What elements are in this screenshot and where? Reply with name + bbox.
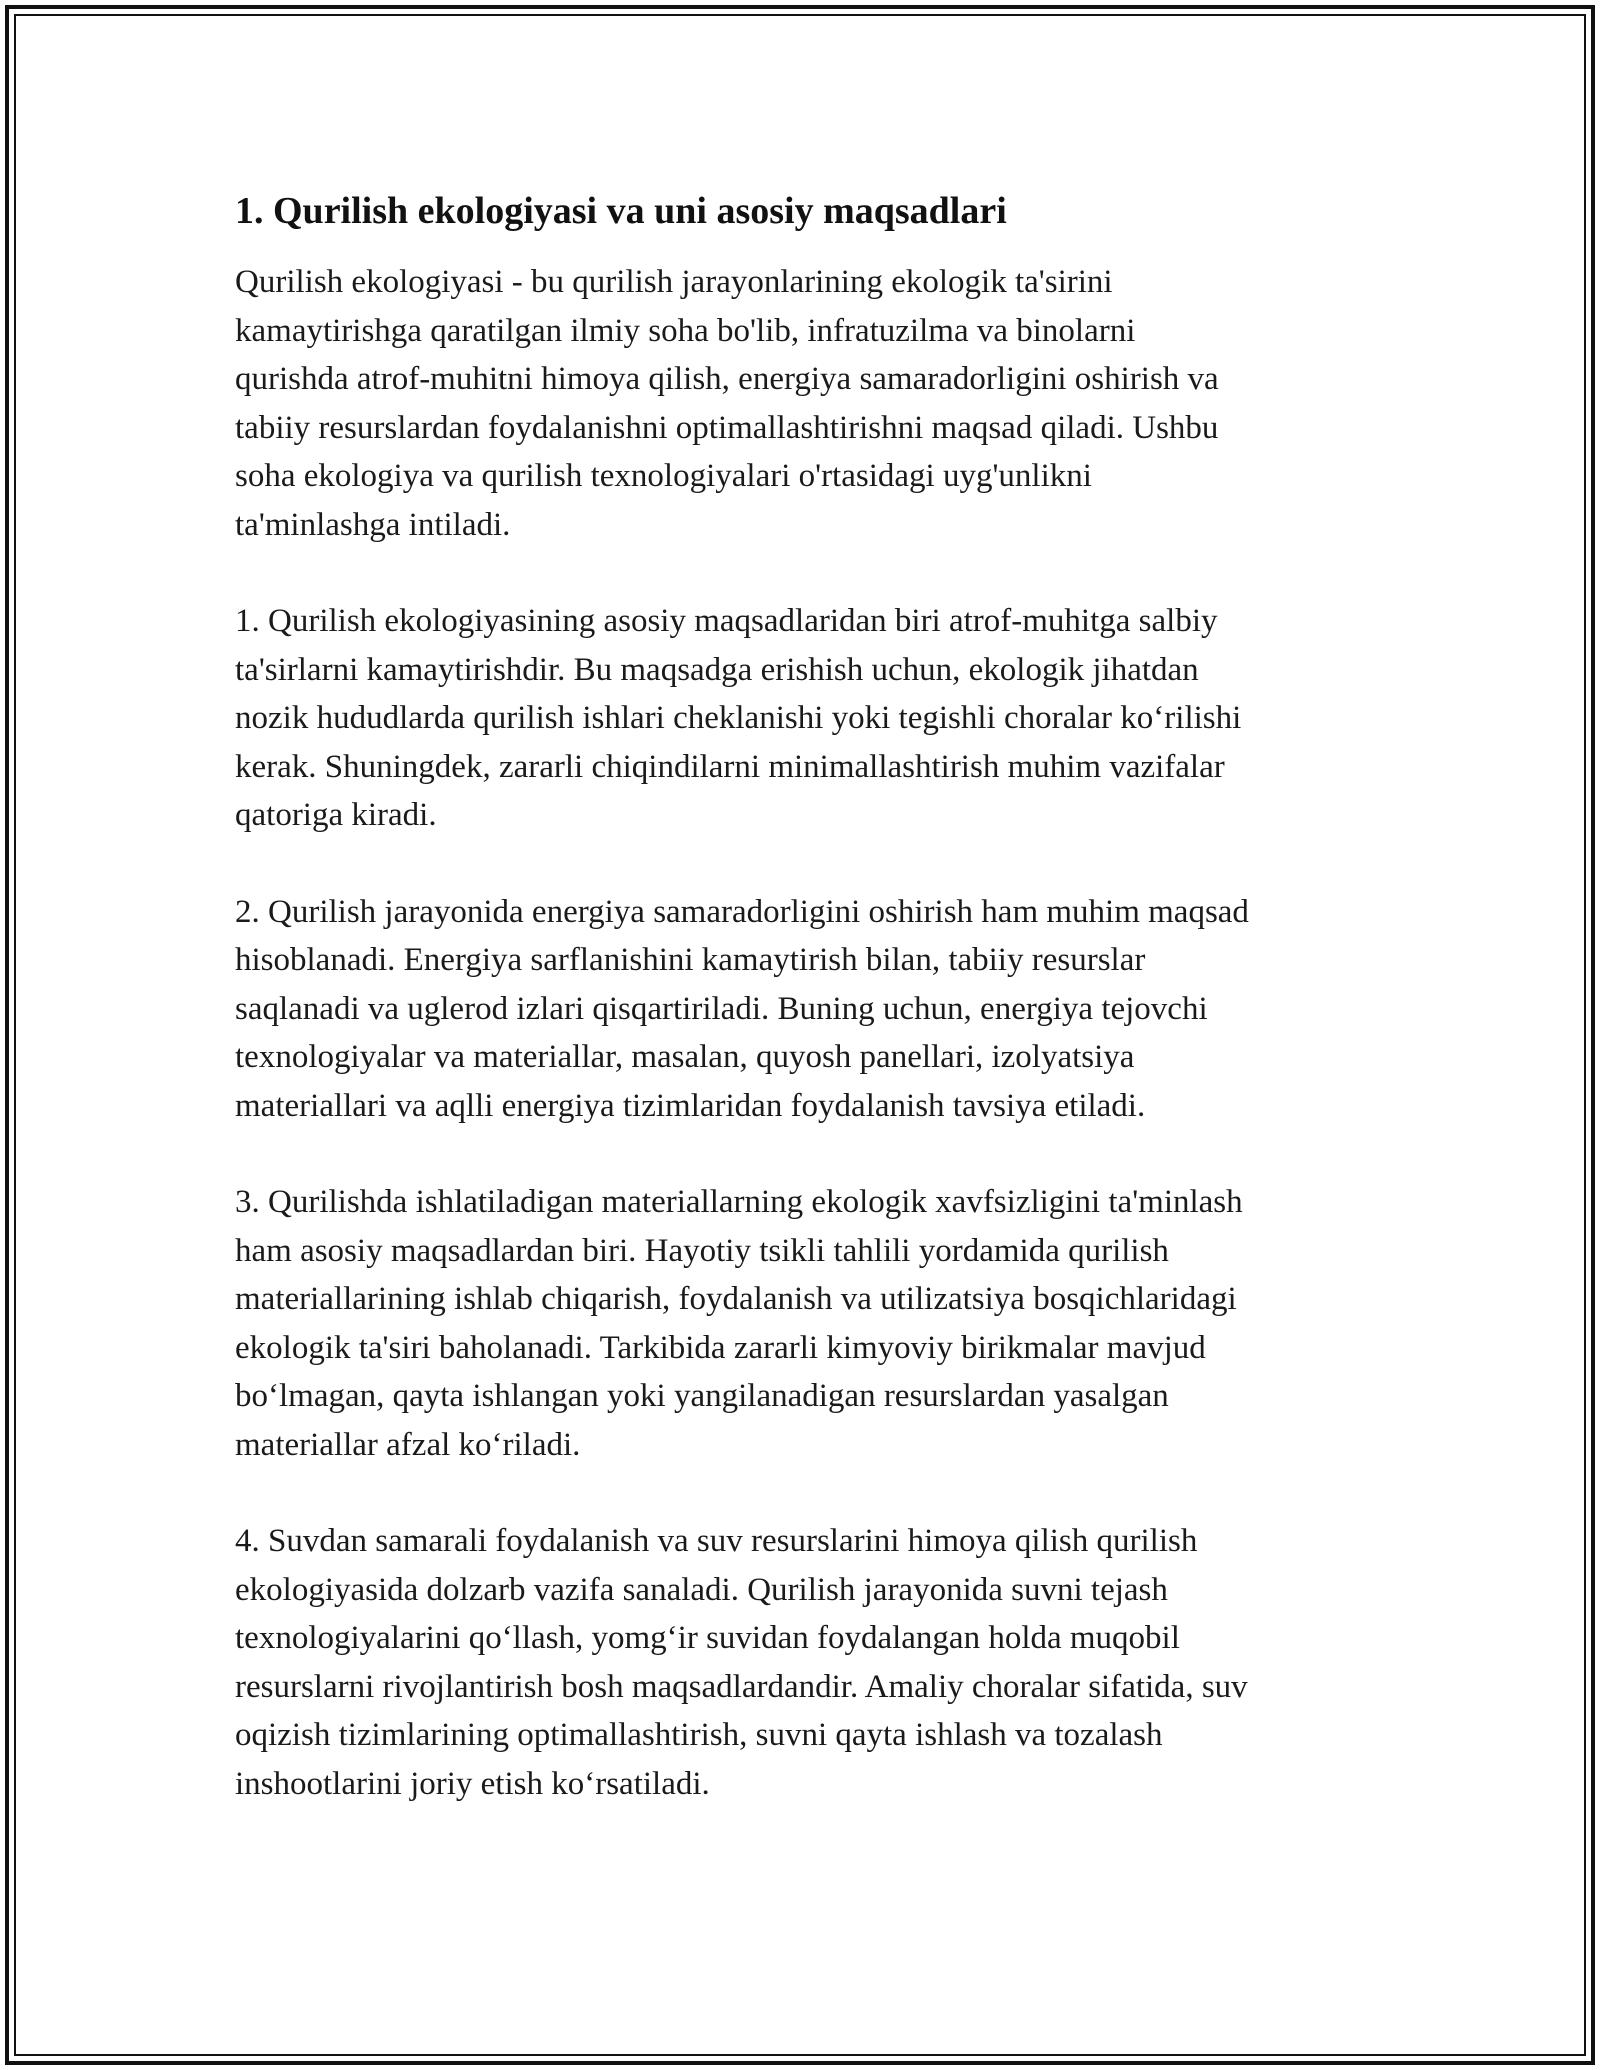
document-content: [235, 186, 1385, 1856]
paragraph-line: ekologiyasida dolzarb vazifa sanaladi. Qurilish jarayonida suvni tejash: [235, 1571, 1168, 1608]
paragraph-line: qatoriga kiradi.: [235, 797, 437, 833]
paragraph-line: 4. Suvdan samarali foydalanish va suv resurslarini himoya qilish qurilish: [235, 1523, 1198, 1559]
document-title: 1. Qurilish ekologiyasi va uni asosiy maqsadlari: [235, 190, 1007, 232]
paragraph-line: 3. Qurilishda ishlatiladigan materiallarning ekologik xavfsizligini ta'minlash: [235, 1184, 1243, 1220]
paragraph-line: oqizish tizimlarining optimallashtirish, suvni qayta ishlash va tozalash: [235, 1717, 1163, 1753]
paragraph-line: resurslarni rivojlantirish bosh maqsadlardandir. Amaliy choralar sifatida, suv: [235, 1668, 1248, 1705]
paragraph-line: materiallar afzal ko‘riladi.: [235, 1426, 581, 1463]
paragraph-line: Qurilish ekologiyasi - bu qurilish jarayonlarining ekologik ta'sirini: [235, 264, 1113, 300]
paragraph-line: texnologiyalar va materiallar, masalan, quyosh panellari, izolyatsiya: [235, 1039, 1135, 1075]
paragraph-line: materiallari va aqlli energiya tizimlaridan foydalanish tavsiya etiladi.: [235, 1087, 1146, 1124]
goal-4-paragraph: [235, 1517, 1385, 1808]
goal-3-paragraph: [235, 1178, 1385, 1469]
paragraph-line: nozik hududlarda qurilish ishlari cheklanishi yoki tegishli choralar ko‘rilishi: [235, 700, 1242, 736]
paragraph-line: 1. Qurilish ekologiyasining asosiy maqsadlaridan biri atrof-muhitga salbiy: [235, 603, 1218, 639]
paragraph-line: texnologiyalarini qo‘llash, yomg‘ir suvidan foydalangan holda muqobil: [235, 1620, 1180, 1656]
goal-2-paragraph: [235, 888, 1385, 1131]
intro-paragraph: [235, 258, 1385, 549]
paragraph-line: hisoblanadi. Energiya sarflanishini kamaytirish bilan, tabiiy resurslar: [235, 942, 1146, 978]
paragraph-line: ta'minlashga intiladi.: [235, 506, 511, 543]
paragraph-line: kerak. Shuningdek, zararli chiqindilarni minimallashtirish muhim vazifalar: [235, 748, 1225, 785]
paragraph-line: ham asosiy maqsadlardan biri. Hayotiy tsikli tahlili yordamida qurilish: [235, 1232, 1169, 1269]
paragraph-line: ta'sirlarni kamaytirishdir. Bu maqsadga erishish uchun, ekologik jihatdan: [235, 651, 1199, 688]
paragraph-line: kamaytirishga qaratilgan ilmiy soha bo'lib, infratuzilma va binolarni: [235, 312, 1136, 349]
paragraph-line: ekologik ta'siri baholanadi. Tarkibida zararli kimyoviy birikmalar mavjud: [235, 1329, 1206, 1366]
paragraph-line: inshootlarini joriy etish ko‘rsatiladi.: [235, 1765, 710, 1802]
goal-1-paragraph: [235, 597, 1385, 840]
paragraph-line: saqlanadi va uglerod izlari qisqartiriladi. Buning uchun, energiya tejovchi: [235, 990, 1208, 1027]
paragraph-line: 2. Qurilish jarayonida energiya samaradorligini oshirish ham muhim maqsad: [235, 893, 1249, 930]
paragraph-line: qurishda atrof-muhitni himoya qilish, energiya samaradorligini oshirish va: [235, 361, 1219, 397]
paragraph-line: soha ekologiya va qurilish texnologiyalari o'rtasidagi uyg'unlikni: [235, 458, 1092, 494]
paragraph-line: tabiiy resurslardan foydalanishni optimallashtirishni maqsad qiladi. Ushbu: [235, 409, 1219, 446]
paragraph-line: bo‘lmagan, qayta ishlangan yoki yangilanadigan resurslardan yasalgan: [235, 1378, 1169, 1414]
paragraph-line: materiallarining ishlab chiqarish, foydalanish va utilizatsiya bosqichlaridagi: [235, 1281, 1237, 1317]
